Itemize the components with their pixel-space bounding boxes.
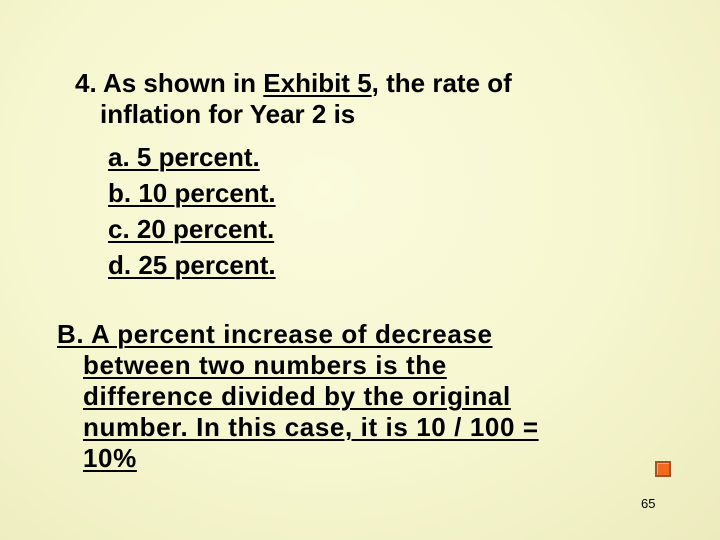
nav-button[interactable] [655,461,671,477]
option-c[interactable]: c. 20 percent. [108,214,275,244]
answer-line-5: 10% [83,443,137,473]
exhibit-link[interactable]: Exhibit 5 [263,68,372,98]
option-b[interactable]: b. 10 percent. [108,178,276,208]
question-suffix: , the rate of [371,68,512,98]
option-a[interactable]: a. 5 percent. [108,142,260,172]
answer-line-1: B. A percent increase of decrease [57,319,493,349]
page-number: 65 [641,496,656,511]
question-prefix: 4. As shown in [75,68,264,98]
question-line-1 [75,67,512,99]
answer-line-2: between two numbers is the [83,350,447,380]
answer-line-3: difference divided by the original [83,381,511,411]
question-line-2: inflation for Year 2 is [100,99,356,129]
answer-line-4: number. In this case, it is 10 / 100 = [83,412,539,442]
option-d[interactable]: d. 25 percent. [108,250,276,280]
